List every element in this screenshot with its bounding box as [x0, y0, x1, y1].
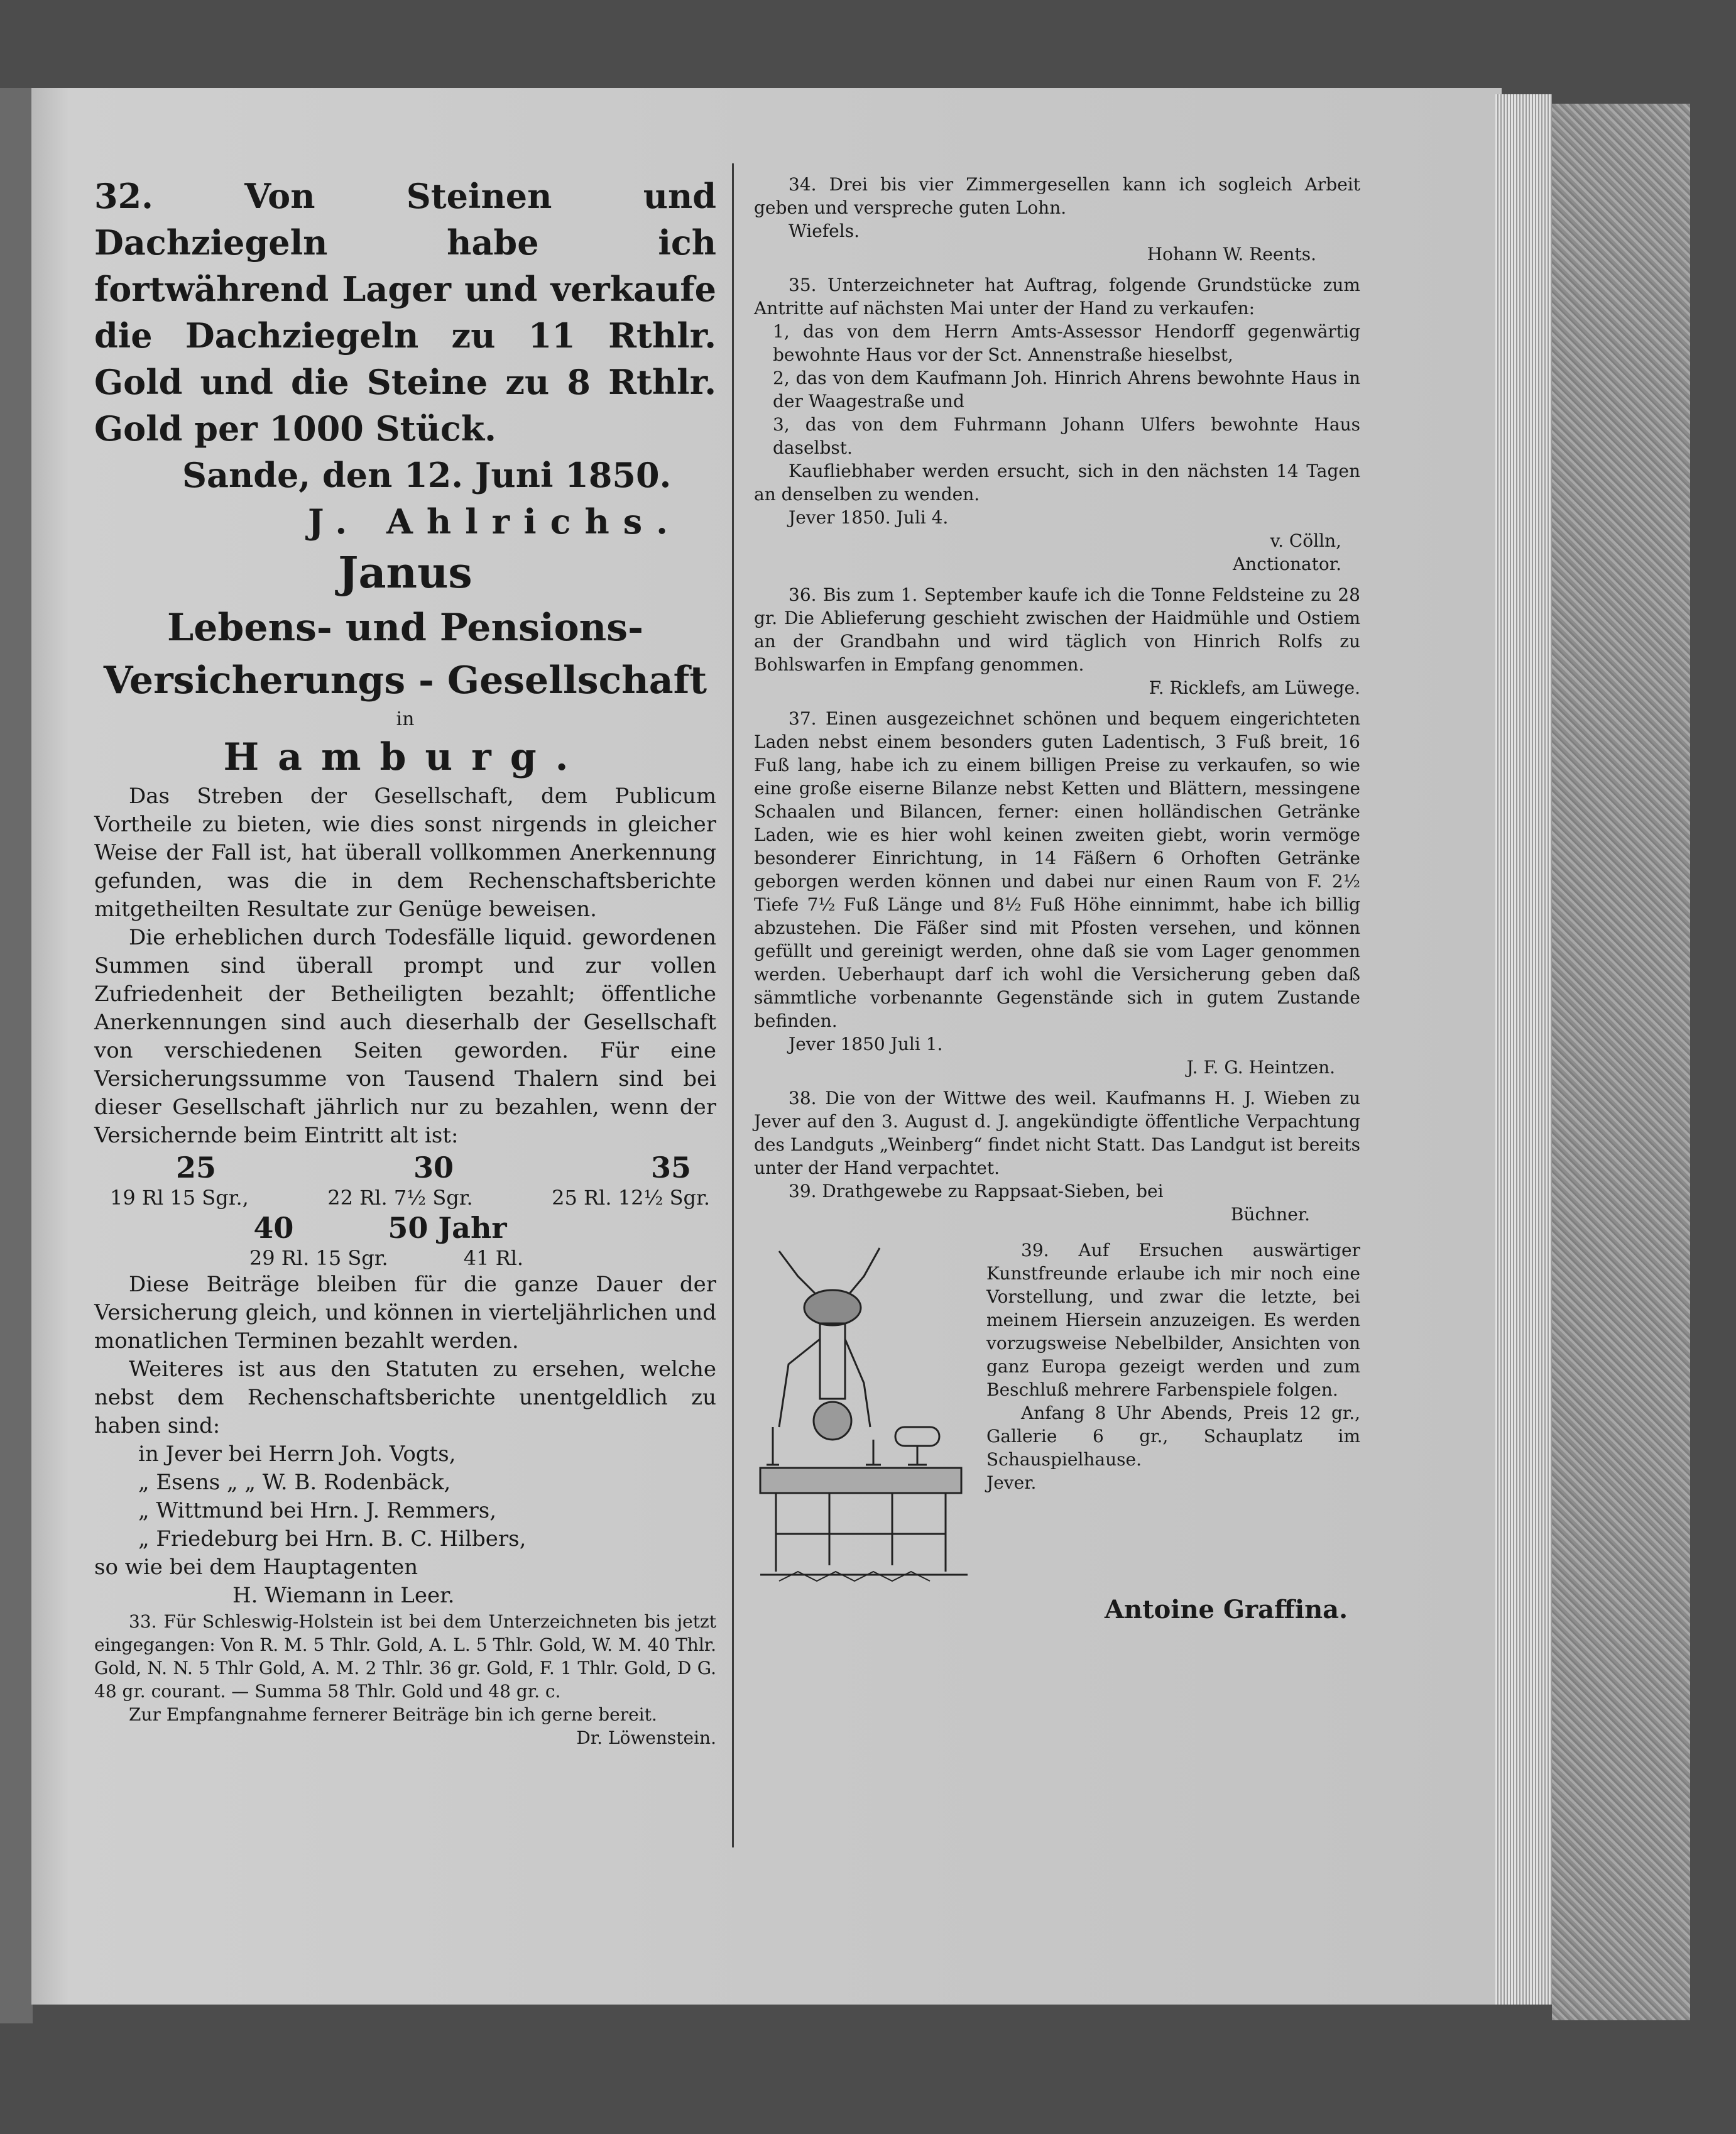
rate-row-2	[94, 1245, 716, 1271]
age-25: 25	[176, 1151, 217, 1185]
rate-30: 22 Rl. 7½ Sgr.	[327, 1186, 473, 1210]
agent-esens: „ Esens „ „ W. B. Rodenbäck,	[138, 1470, 451, 1495]
ad-32-date: Sande, den 12. Juni 1850.	[182, 455, 672, 495]
janus-city: Hamburg.	[223, 735, 587, 779]
ad-37-date: Jever 1850 Juli 1.	[789, 1034, 943, 1054]
ad-36-text: 36. Bis zum 1. September kaufe ich die Tonne Feldsteine zu 28 gr. Die Ablieferung geschieht zwischen der Haidmühle und Ostiem an der Grandbahn und wird täglich von Hinrich Rolfs zu Bohlswarfen in Empfang genommen.	[754, 584, 1360, 675]
acrobat-illustration	[754, 1239, 980, 1590]
agent-jever: in Jever bei Herrn Joh. Vogts,	[138, 1442, 456, 1467]
ad-33-text-2: Zur Empfangnahme fernerer Beiträge bin ich gerne bereit.	[129, 1704, 657, 1725]
ad-36-signature: F. Ricklefs, am Lüwege.	[1149, 677, 1360, 698]
age-30: 30	[413, 1151, 454, 1185]
rate-50: 41 Rl.	[463, 1246, 524, 1270]
right-column	[754, 173, 1360, 1626]
book-fore-edge	[1495, 94, 1552, 2005]
janus-paragraph-1: Das Streben der Gesellschaft, dem Publicum Vortheile zu bieten, wie dies sonst nirgends in gleicher Weise der Fall ist, hat überall vollkommen Anerkennung gefunden, was die in dem Rechenschaftsberichte mitgetheilten Resultate zur Genüge beweisen.	[94, 784, 716, 922]
janus-paragraph-4: Weiteres ist aus den Statuten zu ersehen, welche nebst dem Rechenschaftsberichte unentgeldlich zu haben sind:	[94, 1357, 716, 1438]
ad-35-date: Jever 1850. Juli 4.	[789, 507, 949, 528]
age-50: 50 Jahr	[388, 1211, 507, 1245]
ad-35-signature: v. Cölln,	[1270, 530, 1341, 551]
rate-40: 29 Rl. 15 Sgr.	[249, 1246, 388, 1270]
ad-39a-text: 39. Drathgewebe zu Rappsaat-Sieben, bei	[789, 1181, 1164, 1201]
ad-39b-text: 39. Auf Ersuchen auswärtiger Kunstfreunde erlaube ich mir noch eine Vorstellung, und zwar die letzte, bei meinem Hiersein anzuzeigen. Es werden vorzugsweise Nebelbilder, Ansichten von ganz Europa gezeigt werden und zum Beschluß mehrere Farbenspiele folgen.	[986, 1240, 1360, 1400]
ad-38-text: 38. Die von der Wittwe des weil. Kaufmanns H. J. Wieben zu Jever auf den 3. August d. J. angekündigte öffentliche Verpachtung des Landguts „Weinberg“ findet nicht Statt. Das Landgut ist bereits unter der Hand verpachtet.	[754, 1088, 1360, 1178]
janus-title: Lebens- und Pensions-Versicherungs - Gesellschaft	[103, 606, 707, 703]
janus-signature: H. Wiemann in Leer.	[232, 1583, 455, 1608]
ad-35-role: Anctionator.	[1232, 554, 1341, 574]
age-row-2	[94, 1210, 716, 1245]
ad-39b-text-block	[986, 1239, 1360, 1494]
agent-friedeburg: „ Friedeburg bei Hrn. B. C. Hilbers,	[138, 1526, 527, 1551]
age-row-1	[94, 1150, 716, 1185]
ad-35-intro: 35. Unterzeichneter hat Auftrag, folgende Grundstücke zum Antritte auf nächsten Mai unter der Hand zu verkaufen:	[754, 275, 1360, 319]
ad-34-place: Wiefels.	[789, 221, 860, 241]
age-35: 35	[650, 1151, 691, 1185]
left-column	[94, 173, 716, 1749]
rate-35: 25 Rl. 12½ Sgr.	[552, 1186, 710, 1210]
ad-33-text: 33. Für Schleswig-Holstein ist bei dem Unterzeichneten bis jetzt eingegangen: Von R. M. 5 Thlr. Gold, A. L. 5 Thlr. Gold, W. M. 40 Thlr. Gold, N. N. 5 Thlr Gold, A. M. 2 Thlr. 36 gr. Gold, F. 1 Thlr. Gold, D G. 48 gr. courant. — Summa 58 Thlr. Gold und 48 gr. c.	[94, 1611, 716, 1702]
janus-paragraph-3: Diese Beiträge bleiben für die ganze Dauer der Versicherung gleich, und können in vierteljährlichen und monatlichen Terminen bezahlt werden.	[94, 1272, 716, 1354]
left-page-edge	[0, 88, 33, 2023]
ad-35-item-3: 3, das von dem Fuhrmann Johann Ulfers bewohnte Haus daselbst.	[773, 414, 1360, 458]
ad-35-item-2: 2, das von dem Kaufmann Joh. Hinrich Ahrens bewohnte Haus in der Waagestraße und	[773, 368, 1360, 412]
ad-35-item-1: 1, das von dem Herrn Amts-Assessor Hendorff gegenwärtig bewohnte Haus vor der Sct. Annenstraße hieselbst,	[773, 321, 1360, 365]
ad-33-signature: Dr. Löwenstein.	[576, 1727, 716, 1748]
agent-wittmund: „ Wittmund bei Hrn. J. Remmers,	[138, 1498, 496, 1523]
ad-37-signature: J. F. G. Heintzen.	[1186, 1057, 1335, 1078]
janus-in: in	[396, 708, 415, 730]
rate-row-1	[94, 1185, 716, 1210]
ad-39b-block	[754, 1239, 1360, 1590]
ad-39a-signature: Büchner.	[1230, 1204, 1310, 1225]
column-divider	[732, 163, 734, 1847]
ad-35-outro: Kaufliebhaber werden ersucht, sich in den nächsten 14 Tagen an denselben zu wenden.	[754, 461, 1360, 505]
ad-37-text: 37. Einen ausgezeichnet schönen und bequem eingerichteten Laden nebst einem besonders guten Ladentisch, 3 Fuß breit, 16 Fuß lang, habe ich zu einem billigen Preise zu verkaufen, so wie eine große eiserne Bilanze nebst Ketten und Blättern, messingene Schaalen und Bilancen, ferner: einen holländischen Getränke Laden, wie es hier wohl keinen zweiten giebt, worin vermöge besonderer Einrichtung, in 14 Fäßern 6 Orhoften Getränke geborgen werden können und dabei nur einen Raum von F. 2½ Tiefe 7½ Fuß Länge und 8½ Fuß Höhe einnimmt, habe ich billig abzustehen. Die Fäßer sind mit Pfosten versehen, und können gefüllt und gereinigt werden, ohne daß sie vom Lager genommen werden. Ueberhaupt darf ich wohl die Versicherung geben daß sämmtliche vorbenannte Gegenstände sich in gutem Zustande befinden.	[754, 708, 1360, 1031]
book-cover-edge	[1552, 104, 1690, 2020]
ad-34-text: 34. Drei bis vier Zimmergesellen kann ich sogleich Arbeit geben und verspreche guten Lohn.	[754, 174, 1360, 218]
ad-32-signature: J. Ahlrichs.	[308, 501, 682, 542]
janus-paragraph-5: so wie bei dem Hauptagenten	[94, 1555, 418, 1580]
ad-39b-place: Jever.	[986, 1472, 1037, 1493]
janus-paragraph-2: Die erheblichen durch Todesfälle liquid. gewordenen Summen sind überall prompt und zur vollen Zufriedenheit der Betheiligten bezahlt; öffentliche Anerkennungen sind auch dieserhalb der Gesellschaft von verschiedenen Seiten geworden. Für eine Versicherungssumme von Tausend Thalern sind bei dieser Gesellschaft jährlich nur zu bezahlen, wenn der Versichernde beim Eintritt alt ist:	[94, 925, 716, 1148]
ad-32-text: 32. Von Steinen und Dachziegeln habe ich fortwährend Lager und verkaufe die Dachziegeln zu 11 Rthlr. Gold und die Steine zu 8 Rthlr. Gold per 1000 Stück.	[94, 176, 716, 449]
age-40: 40	[253, 1211, 294, 1245]
rate-25: 19 Rl 15 Sgr.,	[110, 1186, 249, 1210]
ad-39b-signature: Antoine Graffina.	[1104, 1595, 1348, 1624]
ad-34-signature: Hohann W. Reents.	[1147, 244, 1316, 265]
janus-name: Janus	[338, 548, 472, 598]
ad-39b-text-2: Anfang 8 Uhr Abends, Preis 12 gr., Gallerie 6 gr., Schauplatz im Schauspielhause.	[986, 1403, 1360, 1470]
